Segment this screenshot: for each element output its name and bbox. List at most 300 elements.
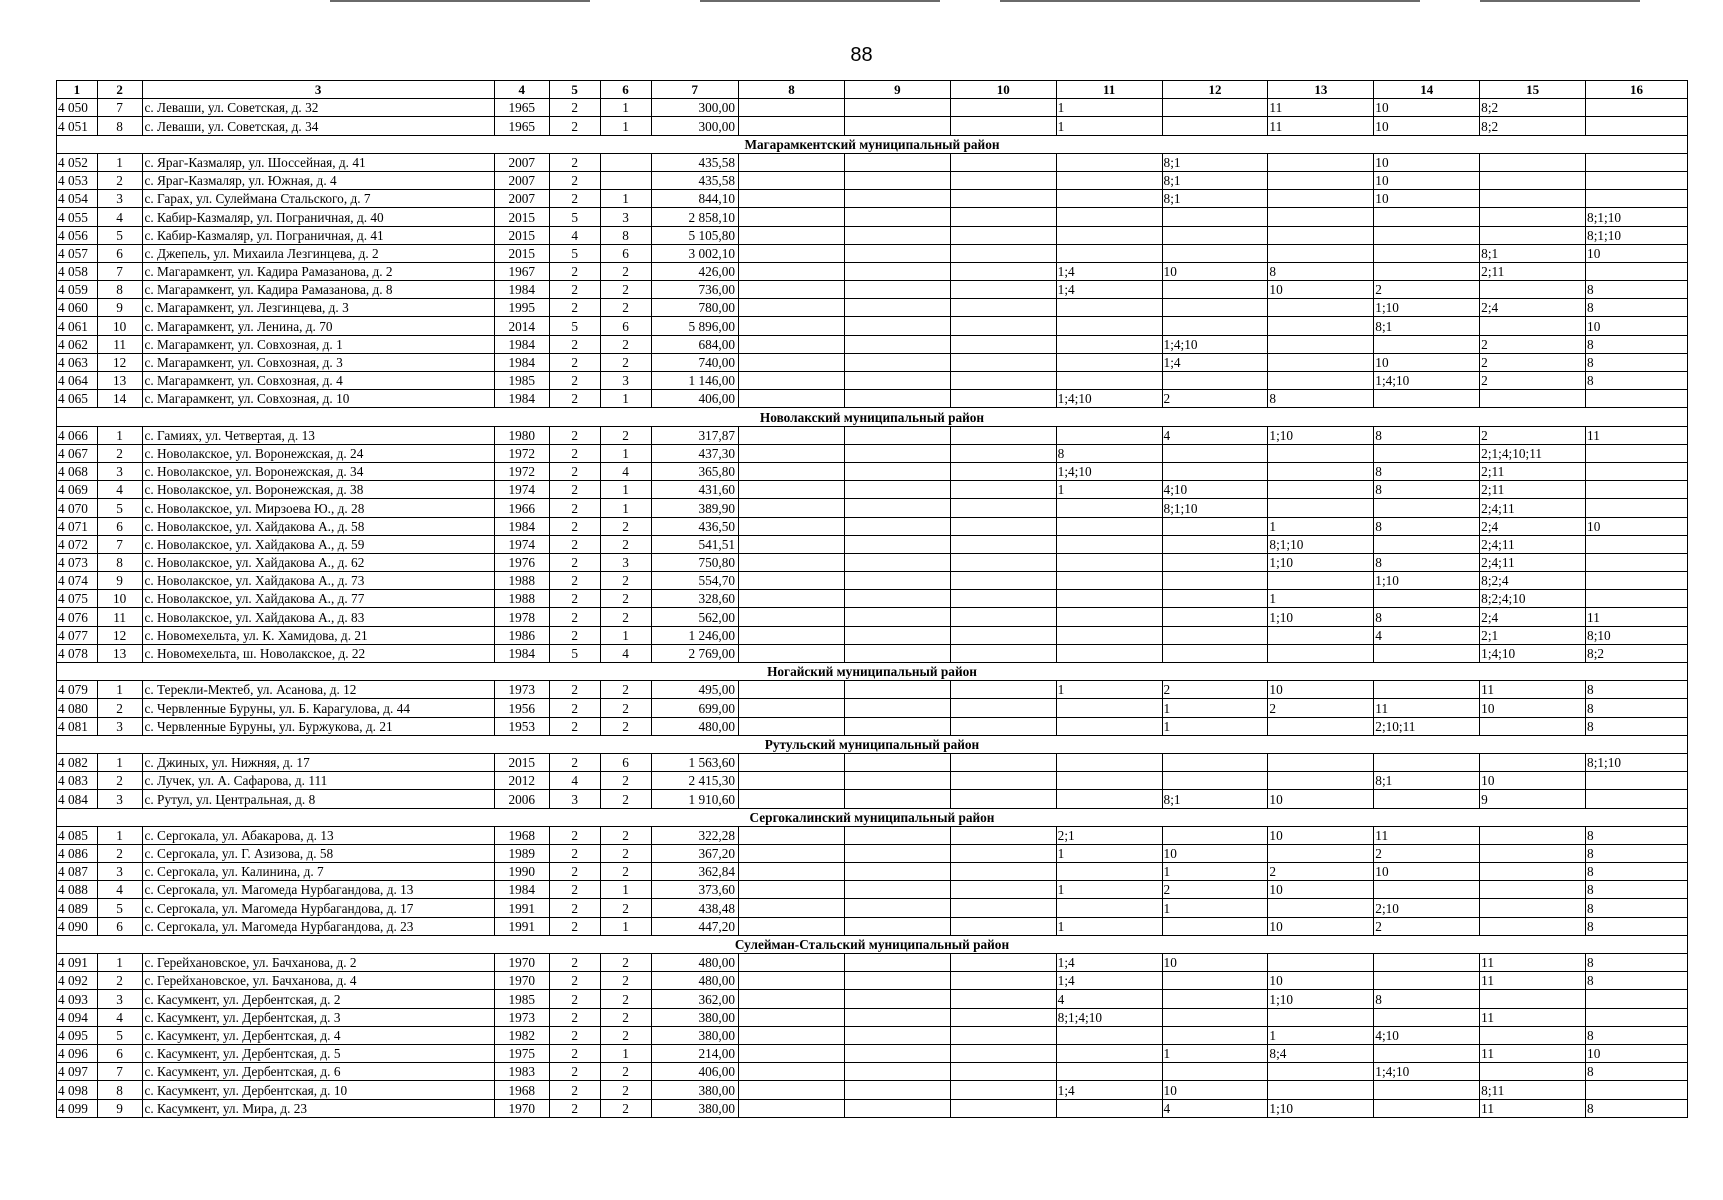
work-year-cell-col-12: 4 <box>1162 1099 1268 1117</box>
row-index-cell: 9 <box>97 572 142 590</box>
work-year-cell-col-13 <box>1268 153 1374 171</box>
work-year-cell-col-9 <box>844 499 950 517</box>
work-year-cell-col-15: 2;11 <box>1480 481 1586 499</box>
work-year-cell-col-16: 10 <box>1586 1044 1688 1062</box>
area-cell: 750,80 <box>651 553 739 571</box>
work-year-cell-col-14: 8 <box>1374 517 1480 535</box>
row-index-cell: 2 <box>97 444 142 462</box>
work-year-cell-col-15: 2;1 <box>1480 626 1586 644</box>
record-number-cell: 4 066 <box>57 426 98 444</box>
address-cell: с. Червленные Буруны, ул. Б. Карагулова, д. 44 <box>142 699 494 717</box>
row-index-cell: 7 <box>97 99 142 117</box>
work-year-cell-col-16 <box>1586 790 1688 808</box>
work-year-cell-col-13 <box>1268 626 1374 644</box>
entrances-cell: 1 <box>600 626 651 644</box>
floors-cell: 2 <box>549 572 600 590</box>
area-cell: 1 910,60 <box>651 790 739 808</box>
work-year-cell-col-14: 10 <box>1374 99 1480 117</box>
work-year-cell-col-11 <box>1056 190 1162 208</box>
year-built-cell: 1984 <box>494 353 549 371</box>
floors-cell: 2 <box>549 281 600 299</box>
work-year-cell-col-12: 1 <box>1162 699 1268 717</box>
work-year-cell-col-8 <box>739 972 845 990</box>
table-row <box>57 390 1688 408</box>
work-year-cell-col-16: 8 <box>1586 1063 1688 1081</box>
work-year-cell-col-10 <box>950 753 1056 771</box>
work-year-cell-col-10 <box>950 717 1056 735</box>
area-cell: 1 563,60 <box>651 753 739 771</box>
record-number-cell: 4 063 <box>57 353 98 371</box>
work-year-cell-col-13 <box>1268 444 1374 462</box>
work-year-cell-col-10 <box>950 1008 1056 1026</box>
floors-cell: 2 <box>549 717 600 735</box>
work-year-cell-col-10 <box>950 772 1056 790</box>
record-number-cell: 4 061 <box>57 317 98 335</box>
floors-cell: 2 <box>549 462 600 480</box>
work-year-cell-col-9 <box>844 335 950 353</box>
entrances-cell: 6 <box>600 244 651 262</box>
floors-cell: 2 <box>549 153 600 171</box>
address-cell: с. Терекли-Мектеб, ул. Асанова, д. 12 <box>142 681 494 699</box>
year-built-cell: 1995 <box>494 299 549 317</box>
work-year-cell-col-9 <box>844 208 950 226</box>
work-year-cell-col-8 <box>739 153 845 171</box>
entrances-cell: 2 <box>600 299 651 317</box>
entrances-cell: 2 <box>600 353 651 371</box>
work-year-cell-col-15 <box>1480 826 1586 844</box>
work-year-cell-col-9 <box>844 1081 950 1099</box>
row-index-cell: 6 <box>97 244 142 262</box>
work-year-cell-col-16: 8 <box>1586 917 1688 935</box>
record-number-cell: 4 098 <box>57 1081 98 1099</box>
work-year-cell-col-9 <box>844 572 950 590</box>
floors-cell: 2 <box>549 1099 600 1117</box>
header-row <box>57 81 1688 99</box>
floors-cell: 2 <box>549 826 600 844</box>
row-index-cell: 11 <box>97 335 142 353</box>
entrances-cell: 2 <box>600 844 651 862</box>
work-year-cell-col-10 <box>950 881 1056 899</box>
work-year-cell-col-9 <box>844 863 950 881</box>
table-row <box>57 171 1688 189</box>
work-year-cell-col-8 <box>739 1063 845 1081</box>
work-year-cell-col-8 <box>739 372 845 390</box>
record-number-cell: 4 079 <box>57 681 98 699</box>
section-title: Рутульский муниципальный район <box>57 735 1688 753</box>
work-year-cell-col-10 <box>950 572 1056 590</box>
row-index-cell: 4 <box>97 208 142 226</box>
column-header-10: 10 <box>950 81 1056 99</box>
entrances-cell: 2 <box>600 262 651 280</box>
address-cell: с. Сергокала, ул. Магомеда Нурбагандова, д. 13 <box>142 881 494 899</box>
work-year-cell-col-11: 8;1;4;10 <box>1056 1008 1162 1026</box>
work-year-cell-col-10 <box>950 644 1056 662</box>
area-cell: 214,00 <box>651 1044 739 1062</box>
entrances-cell: 2 <box>600 517 651 535</box>
work-year-cell-col-16: 8 <box>1586 899 1688 917</box>
work-year-cell-col-8 <box>739 1026 845 1044</box>
work-year-cell-col-12 <box>1162 535 1268 553</box>
row-index-cell: 8 <box>97 553 142 571</box>
work-year-cell-col-14 <box>1374 1044 1480 1062</box>
work-year-cell-col-10 <box>950 917 1056 935</box>
work-year-cell-col-12 <box>1162 299 1268 317</box>
year-built-cell: 2015 <box>494 226 549 244</box>
row-index-cell: 8 <box>97 281 142 299</box>
work-year-cell-col-9 <box>844 772 950 790</box>
work-year-cell-col-11: 4 <box>1056 990 1162 1008</box>
work-year-cell-col-11 <box>1056 335 1162 353</box>
work-year-cell-col-11 <box>1056 499 1162 517</box>
work-year-cell-col-9 <box>844 1063 950 1081</box>
year-built-cell: 1978 <box>494 608 549 626</box>
work-year-cell-col-11 <box>1056 572 1162 590</box>
table-row <box>57 444 1688 462</box>
column-header-7: 7 <box>651 81 739 99</box>
address-cell: с. Касумкент, ул. Дербентская, д. 5 <box>142 1044 494 1062</box>
work-year-cell-col-15: 2;11 <box>1480 462 1586 480</box>
work-year-cell-col-10 <box>950 244 1056 262</box>
work-year-cell-col-14 <box>1374 590 1480 608</box>
record-number-cell: 4 071 <box>57 517 98 535</box>
table-row <box>57 572 1688 590</box>
work-year-cell-col-15 <box>1480 153 1586 171</box>
entrances-cell: 3 <box>600 553 651 571</box>
work-year-cell-col-15 <box>1480 917 1586 935</box>
record-number-cell: 4 057 <box>57 244 98 262</box>
work-year-cell-col-13 <box>1268 244 1374 262</box>
table-row <box>57 1099 1688 1117</box>
work-year-cell-col-10 <box>950 208 1056 226</box>
record-number-cell: 4 091 <box>57 954 98 972</box>
entrances-cell: 1 <box>600 917 651 935</box>
work-year-cell-col-14 <box>1374 954 1480 972</box>
floors-cell: 2 <box>549 753 600 771</box>
work-year-cell-col-12 <box>1162 590 1268 608</box>
address-cell: с. Касумкент, ул. Мира, д. 23 <box>142 1099 494 1117</box>
work-year-cell-col-11: 1;4 <box>1056 954 1162 972</box>
table-row <box>57 608 1688 626</box>
year-built-cell: 1982 <box>494 1026 549 1044</box>
work-year-cell-col-13 <box>1268 372 1374 390</box>
work-year-cell-col-12 <box>1162 244 1268 262</box>
table-row <box>57 826 1688 844</box>
work-year-cell-col-9 <box>844 444 950 462</box>
address-cell: с. Новолакское, ул. Воронежская, д. 24 <box>142 444 494 462</box>
address-cell: с. Сергокала, ул. Магомеда Нурбагандова, д. 23 <box>142 917 494 935</box>
table-row <box>57 244 1688 262</box>
work-year-cell-col-11 <box>1056 299 1162 317</box>
work-year-cell-col-16: 8 <box>1586 863 1688 881</box>
work-year-cell-col-8 <box>739 572 845 590</box>
table-body <box>57 99 1688 1118</box>
record-number-cell: 4 077 <box>57 626 98 644</box>
record-number-cell: 4 076 <box>57 608 98 626</box>
area-cell: 1 146,00 <box>651 372 739 390</box>
work-year-cell-col-15: 1;4;10 <box>1480 644 1586 662</box>
work-year-cell-col-12 <box>1162 990 1268 1008</box>
work-year-cell-col-8 <box>739 699 845 717</box>
table-row <box>57 644 1688 662</box>
area-cell: 2 858,10 <box>651 208 739 226</box>
work-year-cell-col-10 <box>950 826 1056 844</box>
record-number-cell: 4 080 <box>57 699 98 717</box>
work-year-cell-col-8 <box>739 644 845 662</box>
address-cell: с. Сергокала, ул. Г. Азизова, д. 58 <box>142 844 494 862</box>
work-year-cell-col-9 <box>844 626 950 644</box>
entrances-cell: 2 <box>600 954 651 972</box>
entrances-cell <box>600 171 651 189</box>
address-cell: с. Новомехельта, ул. К. Хамидова, д. 21 <box>142 626 494 644</box>
floors-cell: 5 <box>549 644 600 662</box>
work-year-cell-col-12: 10 <box>1162 1081 1268 1099</box>
work-year-cell-col-8 <box>739 190 845 208</box>
work-year-cell-col-15 <box>1480 171 1586 189</box>
work-year-cell-col-11 <box>1056 517 1162 535</box>
record-number-cell: 4 097 <box>57 1063 98 1081</box>
row-index-cell: 3 <box>97 790 142 808</box>
work-year-cell-col-16 <box>1586 1008 1688 1026</box>
address-cell: с. Червленные Буруны, ул. Буржукова, д. 21 <box>142 717 494 735</box>
work-year-cell-col-14 <box>1374 262 1480 280</box>
section-title: Магарамкентский муниципальный район <box>57 135 1688 153</box>
record-number-cell: 4 089 <box>57 899 98 917</box>
year-built-cell: 1968 <box>494 1081 549 1099</box>
area-cell: 844,10 <box>651 190 739 208</box>
row-index-cell: 2 <box>97 171 142 189</box>
row-index-cell: 3 <box>97 190 142 208</box>
work-year-cell-col-16: 8 <box>1586 372 1688 390</box>
work-year-cell-col-13 <box>1268 481 1374 499</box>
work-year-cell-col-15: 11 <box>1480 681 1586 699</box>
work-year-cell-col-8 <box>739 608 845 626</box>
work-year-cell-col-11: 8 <box>1056 444 1162 462</box>
area-cell: 373,60 <box>651 881 739 899</box>
work-year-cell-col-15: 2;4;11 <box>1480 499 1586 517</box>
column-header-14: 14 <box>1374 81 1480 99</box>
work-year-cell-col-8 <box>739 117 845 135</box>
year-built-cell: 1967 <box>494 262 549 280</box>
work-year-cell-col-8 <box>739 753 845 771</box>
record-number-cell: 4 081 <box>57 717 98 735</box>
area-cell: 2 769,00 <box>651 644 739 662</box>
work-year-cell-col-14: 8 <box>1374 481 1480 499</box>
entrances-cell: 2 <box>600 608 651 626</box>
year-built-cell: 1966 <box>494 499 549 517</box>
record-number-cell: 4 053 <box>57 171 98 189</box>
work-year-cell-col-10 <box>950 699 1056 717</box>
work-year-cell-col-8 <box>739 499 845 517</box>
column-header-5: 5 <box>549 81 600 99</box>
year-built-cell: 1968 <box>494 826 549 844</box>
area-cell: 367,20 <box>651 844 739 862</box>
work-year-cell-col-12 <box>1162 553 1268 571</box>
address-cell: с. Магарамкент, ул. Ленина, д. 70 <box>142 317 494 335</box>
year-built-cell: 1984 <box>494 390 549 408</box>
floors-cell: 2 <box>549 681 600 699</box>
work-year-cell-col-11: 1;4 <box>1056 281 1162 299</box>
work-year-cell-col-16 <box>1586 481 1688 499</box>
work-year-cell-col-8 <box>739 517 845 535</box>
work-year-cell-col-16: 8 <box>1586 1026 1688 1044</box>
table-row <box>57 772 1688 790</box>
work-year-cell-col-11 <box>1056 226 1162 244</box>
work-year-cell-col-9 <box>844 426 950 444</box>
year-built-cell: 1973 <box>494 1008 549 1026</box>
work-year-cell-col-14: 1;4;10 <box>1374 372 1480 390</box>
work-year-cell-col-11 <box>1056 317 1162 335</box>
table-row <box>57 372 1688 390</box>
work-year-cell-col-9 <box>844 699 950 717</box>
work-year-cell-col-8 <box>739 863 845 881</box>
work-year-cell-col-9 <box>844 517 950 535</box>
work-year-cell-col-16: 8 <box>1586 826 1688 844</box>
area-cell: 328,60 <box>651 590 739 608</box>
entrances-cell: 1 <box>600 499 651 517</box>
floors-cell: 2 <box>549 590 600 608</box>
record-number-cell: 4 074 <box>57 572 98 590</box>
work-year-cell-col-15: 10 <box>1480 772 1586 790</box>
area-cell: 562,00 <box>651 608 739 626</box>
floors-cell: 5 <box>549 317 600 335</box>
table-row <box>57 1044 1688 1062</box>
record-number-cell: 4 052 <box>57 153 98 171</box>
table-row <box>57 535 1688 553</box>
work-year-cell-col-15: 8;2 <box>1480 99 1586 117</box>
work-year-cell-col-15 <box>1480 753 1586 771</box>
year-built-cell: 1984 <box>494 281 549 299</box>
address-cell: с. Магарамкент, ул. Совхозная, д. 4 <box>142 372 494 390</box>
work-year-cell-col-13 <box>1268 1081 1374 1099</box>
work-year-cell-col-13: 2 <box>1268 863 1374 881</box>
work-year-cell-col-16 <box>1586 390 1688 408</box>
work-year-cell-col-10 <box>950 517 1056 535</box>
work-year-cell-col-8 <box>739 281 845 299</box>
record-number-cell: 4 093 <box>57 990 98 1008</box>
work-year-cell-col-8 <box>739 1099 845 1117</box>
work-year-cell-col-9 <box>844 226 950 244</box>
work-year-cell-col-14: 1;10 <box>1374 299 1480 317</box>
area-cell: 362,00 <box>651 990 739 1008</box>
work-year-cell-col-13 <box>1268 717 1374 735</box>
work-year-cell-col-8 <box>739 535 845 553</box>
work-year-cell-col-9 <box>844 244 950 262</box>
work-year-cell-col-16 <box>1586 190 1688 208</box>
year-built-cell: 2015 <box>494 753 549 771</box>
work-year-cell-col-15: 11 <box>1480 1008 1586 1026</box>
work-year-cell-col-11: 1;4 <box>1056 972 1162 990</box>
floors-cell: 5 <box>549 244 600 262</box>
table-row <box>57 299 1688 317</box>
entrances-cell: 3 <box>600 372 651 390</box>
work-year-cell-col-10 <box>950 553 1056 571</box>
area-cell: 736,00 <box>651 281 739 299</box>
work-year-cell-col-12 <box>1162 572 1268 590</box>
year-built-cell: 1984 <box>494 335 549 353</box>
work-year-cell-col-10 <box>950 481 1056 499</box>
row-index-cell: 8 <box>97 1081 142 1099</box>
work-year-cell-col-11 <box>1056 790 1162 808</box>
work-year-cell-col-10 <box>950 681 1056 699</box>
work-year-cell-col-10 <box>950 1063 1056 1081</box>
area-cell: 541,51 <box>651 535 739 553</box>
work-year-cell-col-9 <box>844 299 950 317</box>
work-year-cell-col-10 <box>950 608 1056 626</box>
area-cell: 1 246,00 <box>651 626 739 644</box>
table-row <box>57 208 1688 226</box>
year-built-cell: 1984 <box>494 881 549 899</box>
work-year-cell-col-11: 1 <box>1056 117 1162 135</box>
work-year-cell-col-9 <box>844 590 950 608</box>
address-cell: с. Магарамкент, ул. Совхозная, д. 3 <box>142 353 494 371</box>
column-header-11: 11 <box>1056 81 1162 99</box>
record-number-cell: 4 051 <box>57 117 98 135</box>
work-year-cell-col-16 <box>1586 553 1688 571</box>
work-year-cell-col-8 <box>739 171 845 189</box>
row-index-cell: 1 <box>97 426 142 444</box>
row-index-cell: 3 <box>97 462 142 480</box>
work-year-cell-col-10 <box>950 590 1056 608</box>
area-cell: 380,00 <box>651 1099 739 1117</box>
year-built-cell: 1974 <box>494 535 549 553</box>
table-row <box>57 699 1688 717</box>
column-header-4: 4 <box>494 81 549 99</box>
entrances-cell: 6 <box>600 753 651 771</box>
floors-cell: 2 <box>549 299 600 317</box>
work-year-cell-col-13: 10 <box>1268 917 1374 935</box>
work-year-cell-col-15: 2 <box>1480 353 1586 371</box>
year-built-cell: 1972 <box>494 462 549 480</box>
work-year-cell-col-13 <box>1268 772 1374 790</box>
work-year-cell-col-9 <box>844 1099 950 1117</box>
floors-cell: 2 <box>549 899 600 917</box>
work-year-cell-col-9 <box>844 262 950 280</box>
work-year-cell-col-14: 10 <box>1374 117 1480 135</box>
record-number-cell: 4 055 <box>57 208 98 226</box>
work-year-cell-col-13: 10 <box>1268 281 1374 299</box>
work-year-cell-col-16 <box>1586 444 1688 462</box>
year-built-cell: 2015 <box>494 208 549 226</box>
work-year-cell-col-12: 10 <box>1162 844 1268 862</box>
year-built-cell: 2014 <box>494 317 549 335</box>
floors-cell: 2 <box>549 499 600 517</box>
work-year-cell-col-16: 8 <box>1586 299 1688 317</box>
work-year-cell-col-9 <box>844 190 950 208</box>
floors-cell: 2 <box>549 844 600 862</box>
year-built-cell: 1965 <box>494 99 549 117</box>
column-header-3: 3 <box>142 81 494 99</box>
work-year-cell-col-8 <box>739 881 845 899</box>
work-year-cell-col-12 <box>1162 1063 1268 1081</box>
floors-cell: 4 <box>549 772 600 790</box>
work-year-cell-col-10 <box>950 1081 1056 1099</box>
work-year-cell-col-15: 8;11 <box>1480 1081 1586 1099</box>
work-year-cell-col-10 <box>950 863 1056 881</box>
work-year-cell-col-11 <box>1056 644 1162 662</box>
work-year-cell-col-9 <box>844 153 950 171</box>
scan-top-edge <box>0 0 1723 3</box>
entrances-cell: 2 <box>600 1063 651 1081</box>
record-number-cell: 4 084 <box>57 790 98 808</box>
entrances-cell: 2 <box>600 863 651 881</box>
work-year-cell-col-11 <box>1056 753 1162 771</box>
work-year-cell-col-16: 8 <box>1586 281 1688 299</box>
area-cell: 480,00 <box>651 717 739 735</box>
row-index-cell: 8 <box>97 117 142 135</box>
work-year-cell-col-16: 8 <box>1586 881 1688 899</box>
work-year-cell-col-16 <box>1586 99 1688 117</box>
work-year-cell-col-9 <box>844 1026 950 1044</box>
